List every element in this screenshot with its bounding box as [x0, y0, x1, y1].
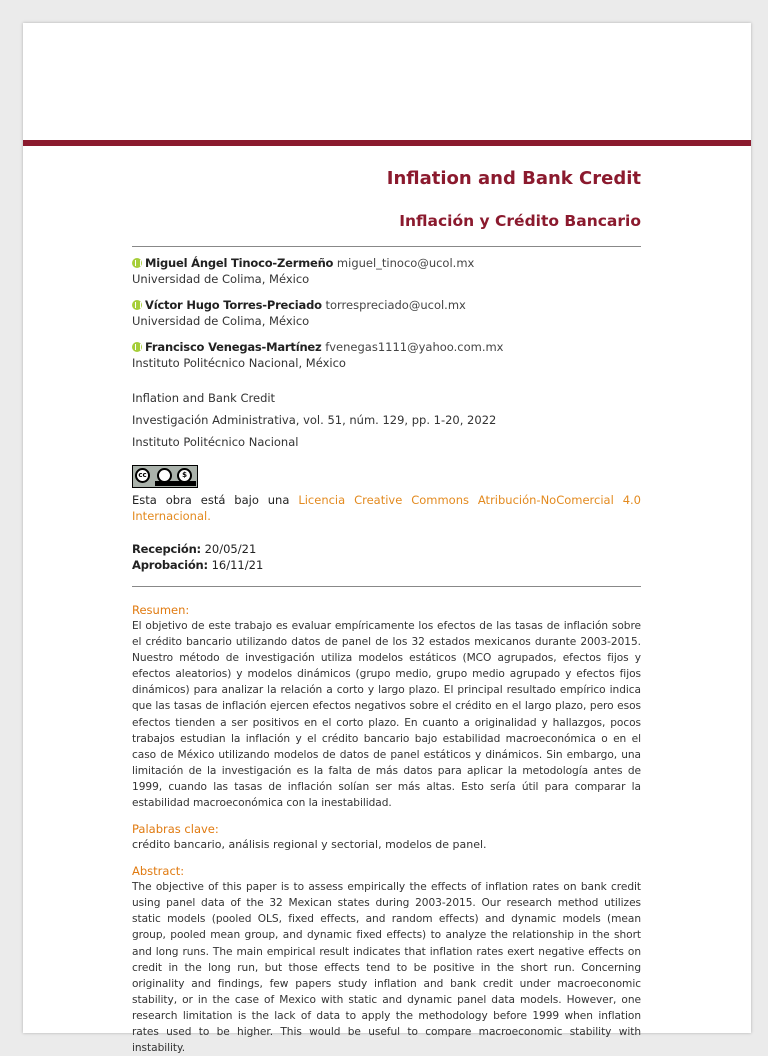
noncommercial-icon: $	[177, 468, 192, 483]
author-name: Francisco Venegas-Martínez	[145, 340, 322, 354]
resumen-text: El objetivo de este trabajo es evaluar empíricamente los efectos de las tasas de inflación sobre el crédito bancario utilizando datos de panel de los 32 estados mexicanos durante 2003-2015. Nuestro método de investigación utiliza modelos estáticos (MCO agrupados, efectos fijos y efectos aleatorios) y modelos dinámicos (grupo medio, grupo medio agrupado y efectos fijos dinámicos) para analizar la relación a corto y largo plazo. El principal resultado empírico indica que las tasas de inflación ejercen efectos negativos sobre el crédito en el largo plazo, pero esos efectos tienden a ser positivos en el corto plazo. En cuanto a originalidad y hallazgos, pocos trabajos estudian la inflación y el crédito bancario bajo estabilidad macroeconómica o en el caso de México utilizando modelos de datos de panel estáticos y dinámicos. Sin embargo, una limitación de la investigación es la falta de más datos para aplicar la metodología antes de 1999, cuando las tasas de inflación solían ser más altas. Esto sería útil para comparar la estabilidad macroeconómica con la inestabilidad.	[132, 620, 641, 810]
article-front-matter	[132, 163, 641, 1056]
publication-info	[132, 390, 641, 450]
author-email[interactable]: fvenegas1111@yahoo.com.mx	[325, 340, 504, 354]
keywords-heading: Palabras clave:	[132, 822, 219, 837]
author-entry	[132, 255, 641, 287]
article-title-spanish: Inflación y Crédito Bancario	[399, 212, 641, 230]
author-affiliation: Instituto Politécnico Nacional, México	[132, 356, 346, 370]
license-strip	[155, 481, 196, 486]
author-email[interactable]: miguel_tinoco@ucol.mx	[336, 256, 475, 270]
orcid-icon[interactable]	[132, 342, 142, 352]
author-email[interactable]: torrespreciado@ucol.mx	[325, 298, 466, 312]
title-divider	[132, 246, 641, 247]
author-affiliation: Universidad de Colima, México	[132, 314, 310, 328]
creative-commons-badge[interactable]	[132, 465, 198, 488]
author-affiliation: Universidad de Colima, México	[132, 272, 310, 286]
abstract-heading: Abstract:	[132, 864, 185, 879]
header-accent-bar	[23, 140, 751, 146]
dates-divider	[132, 586, 641, 587]
document-page	[23, 23, 751, 1055]
author-name: Miguel Ángel Tinoco-Zermeño	[145, 256, 334, 270]
orcid-icon[interactable]	[132, 258, 142, 268]
journal-citation: Investigación Administrativa, vol. 51, núm. 129, pp. 1-20, 2022	[132, 413, 497, 427]
abstract-text: The objective of this paper is to assess empirically the effects of inflation rates on bank credit using panel data of the 32 Mexican states during 2003-2015. Our research method utilizes static models (pooled OLS, fixed effects, and random effects) and dynamic models (mean group, pooled mean group, and dynamic fixed effects) to analyze the relationship in the short and long runs. The main empirical result indicates that inflation rates exert negative effects on credit in the long run, but those effects tend to be positive in the short run. Concerning originality and findings, few papers study inflation and bank credit under macroeconomic stability, or in the case of Mexico with static and dynamic panel data models. However, one research limitation is the lack of data to apply the methodology before 1999 when inflation rates used to be higher. This would be useful to compare macroeconomic stability with instability.	[132, 881, 641, 1055]
publisher: Instituto Politécnico Nacional	[132, 435, 299, 449]
author-entry	[132, 297, 641, 329]
resumen-heading: Resumen:	[132, 603, 190, 617]
author-entry	[132, 339, 641, 371]
keywords-text: crédito bancario, análisis regional y sectorial, modelos de panel.	[132, 838, 487, 852]
short-title: Inflation and Bank Credit	[132, 391, 276, 405]
license-statement: Esta obra está bajo una Licencia Creative Commons Atribución-NoComercial 4.0 Internacional.	[132, 493, 641, 523]
author-name: Víctor Hugo Torres-Preciado	[145, 298, 322, 312]
received-date: Recepción: 20/05/21	[132, 542, 257, 556]
dates-block	[132, 541, 641, 573]
license-link[interactable]: Licencia Creative Commons Atribución-NoComercial 4.0 Internacional.	[132, 493, 641, 523]
orcid-icon[interactable]	[132, 300, 142, 310]
article-title: Inflation and Bank Credit	[386, 168, 641, 189]
approved-date: Aprobación: 16/11/21	[132, 558, 264, 572]
cc-icon: cc	[135, 468, 150, 483]
